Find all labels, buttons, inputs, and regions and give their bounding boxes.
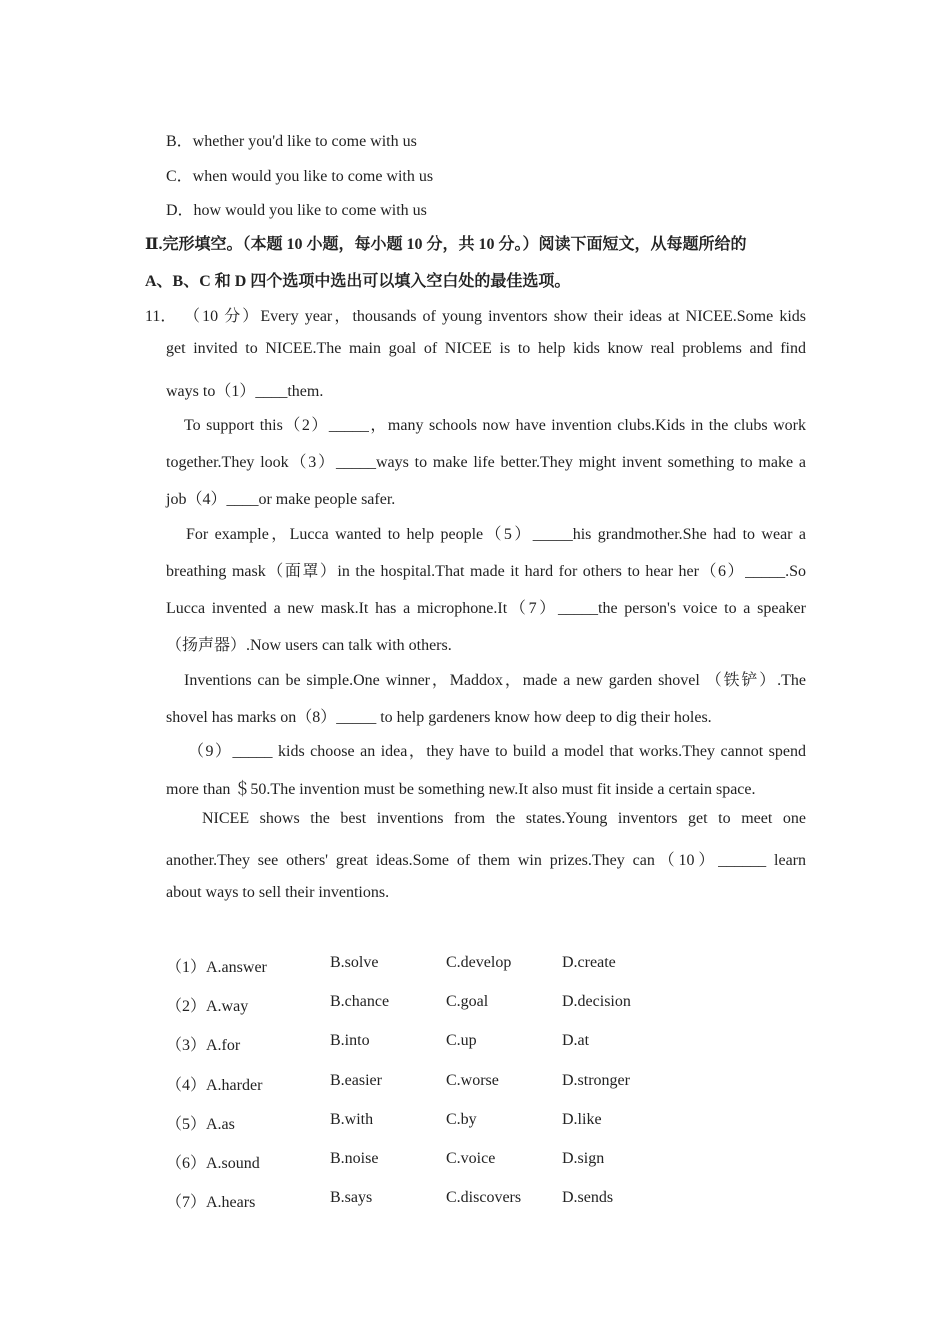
passage-line: together.They look（3）_____ways to make life better.They might invent something to make a [166,454,806,471]
choice-b: B.noise [330,1150,379,1167]
choice-d: D.sign [562,1150,605,1167]
choice-b: B.easier [330,1072,382,1089]
passage-line: （10 分）Every year，thousands of young inventors show their ideas at NICEE.Some kids [184,308,806,325]
choice-d: D.sends [562,1189,614,1206]
choice-a: （1）A.answer [166,959,267,976]
passage-line: more than ＄50.The invention must be something new.It also must fit inside a certain space. [166,781,756,798]
choice-row-6 [166,1150,686,1170]
choice-c: C.discovers [446,1189,522,1206]
option-d: D．how would you like to come with us [166,202,427,219]
choice-row-4 [166,1072,686,1092]
passage-line: Inventions can be simple.One winner，Maddox，made a new garden shovel （铁铲）.The [184,672,806,689]
choice-b: B.solve [330,954,379,971]
choice-d: D.decision [562,993,631,1010]
choice-d: D.stronger [562,1072,630,1089]
choice-a: （5）A.as [166,1116,235,1133]
choice-c: C.voice [446,1150,496,1167]
passage-line: （9）_____ kids choose an idea，they have to build a model that works.They cannot spend [188,743,806,760]
choice-d: D.at [562,1032,590,1049]
passage-line: ways to（1）____them. [166,383,324,400]
choice-b: B.into [330,1032,370,1049]
choice-a: （7）A.hears [166,1194,256,1211]
choice-a: （3）A.for [166,1037,241,1054]
choice-b: B.with [330,1111,374,1128]
choice-b: B.says [330,1189,373,1206]
section-heading-line2: A、B、C 和 D 四个选项中选出可以填入空白处的最佳选项。 [145,273,571,290]
passage-line: Lucca invented a new mask.It has a microphone.It（7）_____the person's voice to a speaker [166,600,806,617]
choice-row-3 [166,1032,686,1052]
choice-row-7 [166,1189,686,1209]
choice-row-2 [166,993,686,1013]
choice-c: C.worse [446,1072,499,1089]
choice-row-5 [166,1111,686,1131]
choice-a: （2）A.way [166,998,249,1015]
choice-a: （4）A.harder [166,1077,263,1094]
passage-line: breathing mask（面罩）in the hospital.That made it hard for others to hear her（6）_____.So [166,563,806,580]
choice-c: C.up [446,1032,477,1049]
section-heading-line1: Ⅱ.完形填空。（本题 10 小题，每小题 10 分，共 10 分。）阅读下面短文，从每题所给的 [145,236,747,253]
option-b: B．whether you'd like to come with us [166,133,417,150]
passage-line: job（4）____or make people safer. [166,491,396,508]
choice-c: C.by [446,1111,477,1128]
choice-c: C.develop [446,954,512,971]
passage-line: get invited to NICEE.The main goal of NICEE is to help kids know real problems and find [166,340,806,357]
passage-line: about ways to sell their inventions. [166,884,390,901]
choice-a: （6）A.sound [166,1155,260,1172]
passage-line: （扬声器）.Now users can talk with others. [166,637,452,654]
passage-line: To support this（2）_____，many schools now have invention clubs.Kids in the clubs work [184,417,806,434]
choice-c: C.goal [446,993,489,1010]
passage-line: NICEE shows the best inventions from the states.Young inventors get to meet one [202,810,806,827]
option-c: C．when would you like to come with us [166,168,434,185]
choice-d: D.create [562,954,616,971]
passage-line: shovel has marks on（8）_____ to help gardeners know how deep to dig their holes. [166,709,712,726]
choice-b: B.chance [330,993,390,1010]
passage-line: another.They see others' great ideas.Some of them win prizes.They can（10）______ learn [166,852,806,869]
question-number: 11． [145,308,177,325]
choice-row-1 [166,954,686,974]
passage-line: For example，Lucca wanted to help people（5）_____his grandmother.She had to wear a [186,526,806,543]
choice-d: D.like [562,1111,602,1128]
